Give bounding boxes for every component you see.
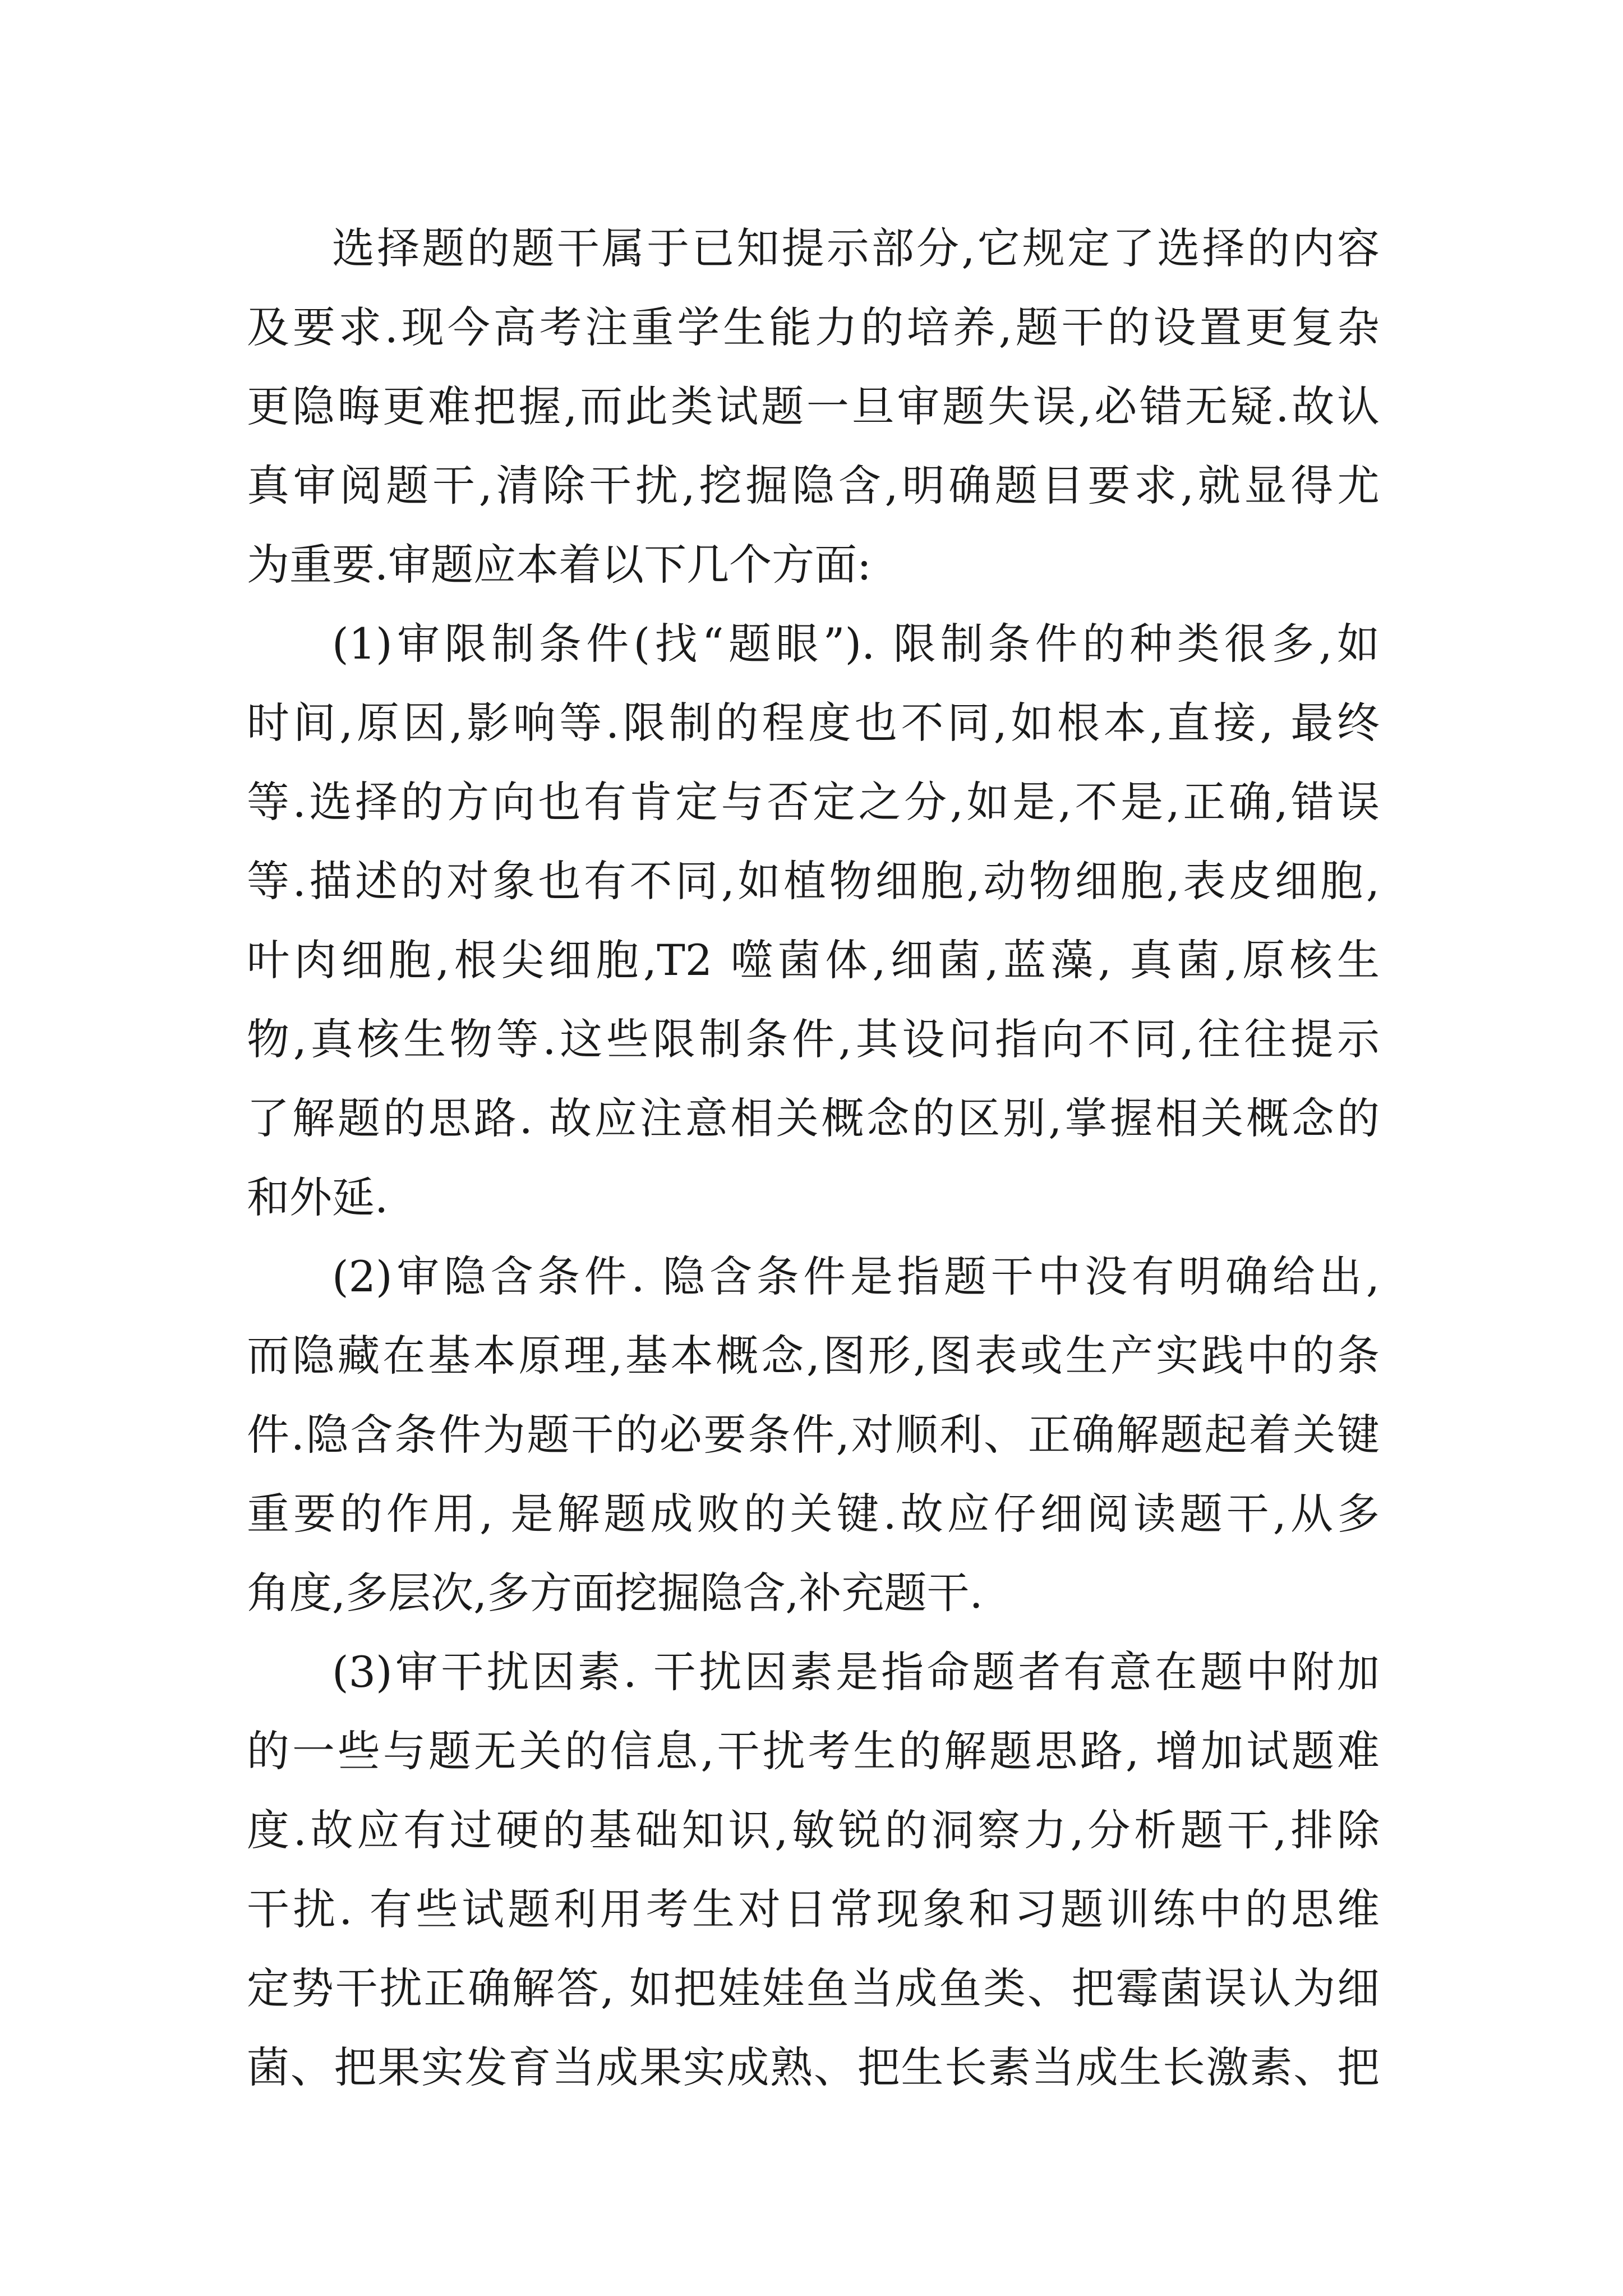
- text-line: 的一些与题无关的信息,干扰考生的解题思路, 增加试题难: [247, 1726, 1380, 1776]
- text-line: 件.隐含条件为题干的必要条件,对顺利、正确解题起着关键: [247, 1410, 1380, 1460]
- text-line: 叶肉细胞,根尖细胞,T2 噬菌体,细菌,蓝藻, 真菌,原核生: [247, 935, 1380, 985]
- text-line: 等.描述的对象也有不同,如植物细胞,动物细胞,表皮细胞,: [247, 856, 1380, 906]
- text-line: (2)审隐含条件. 隐含条件是指题干中没有明确给出,: [332, 1251, 1380, 1301]
- text-line: 而隐藏在基本原理,基本概念,图形,图表或生产实践中的条: [247, 1331, 1380, 1381]
- text-line: 角度,多层次,多方面挖掘隐含,补充题干.: [247, 1568, 983, 1618]
- text-line: 物,真核生物等.这些限制条件,其设问指向不同,往往提示: [247, 1014, 1380, 1064]
- text-line: 菌、把果实发育当成果实成熟、把生长素当成生长激素、把: [247, 2042, 1380, 2092]
- text-line: 了解题的思路. 故应注意相关概念的区别,掌握相关概念的: [247, 1093, 1380, 1143]
- text-line: (3)审干扰因素. 干扰因素是指命题者有意在题中附加: [332, 1647, 1380, 1697]
- body-text: [247, 209, 1380, 2107]
- text-line: 干扰. 有些试题利用考生对日常现象和习题训练中的思维: [247, 1884, 1380, 1934]
- paragraph-3: [247, 1237, 1380, 1632]
- text-line: 选择题的题干属于已知提示部分,它规定了选择的内容: [332, 223, 1380, 273]
- text-line: (1)审限制条件(找“题眼”). 限制条件的种类很多,如: [332, 619, 1380, 669]
- text-line: 更隐晦更难把握,而此类试题一旦审题失误,必错无疑.故认: [247, 381, 1380, 431]
- text-line: 真审阅题干,清除干扰,挖掘隐含,明确题目要求,就显得尤: [247, 461, 1380, 510]
- text-line: 时间,原因,影响等.限制的程度也不同,如根本,直接, 最终: [247, 698, 1380, 748]
- text-line: 定势干扰正确解答, 如把娃娃鱼当成鱼类、把霉菌误认为细: [247, 1963, 1380, 2013]
- text-line: 重要的作用, 是解题成败的关键.故应仔细阅读题干,从多: [247, 1489, 1380, 1539]
- text-line: 及要求.现今高考注重学生能力的培养,题干的设置更复杂: [247, 302, 1380, 352]
- text-line: 等.选择的方向也有肯定与否定之分,如是,不是,正确,错误: [247, 777, 1380, 827]
- text-line: 度.故应有过硬的基础知识,敏锐的洞察力,分析题干,排除: [247, 1805, 1380, 1855]
- paragraph-2: [247, 604, 1380, 1237]
- text-line: 为重要.审题应本着以下几个方面:: [247, 540, 872, 590]
- paragraph-4: [247, 1632, 1380, 2107]
- text-line: 和外延.: [247, 1172, 389, 1222]
- paragraph-1: [247, 209, 1380, 604]
